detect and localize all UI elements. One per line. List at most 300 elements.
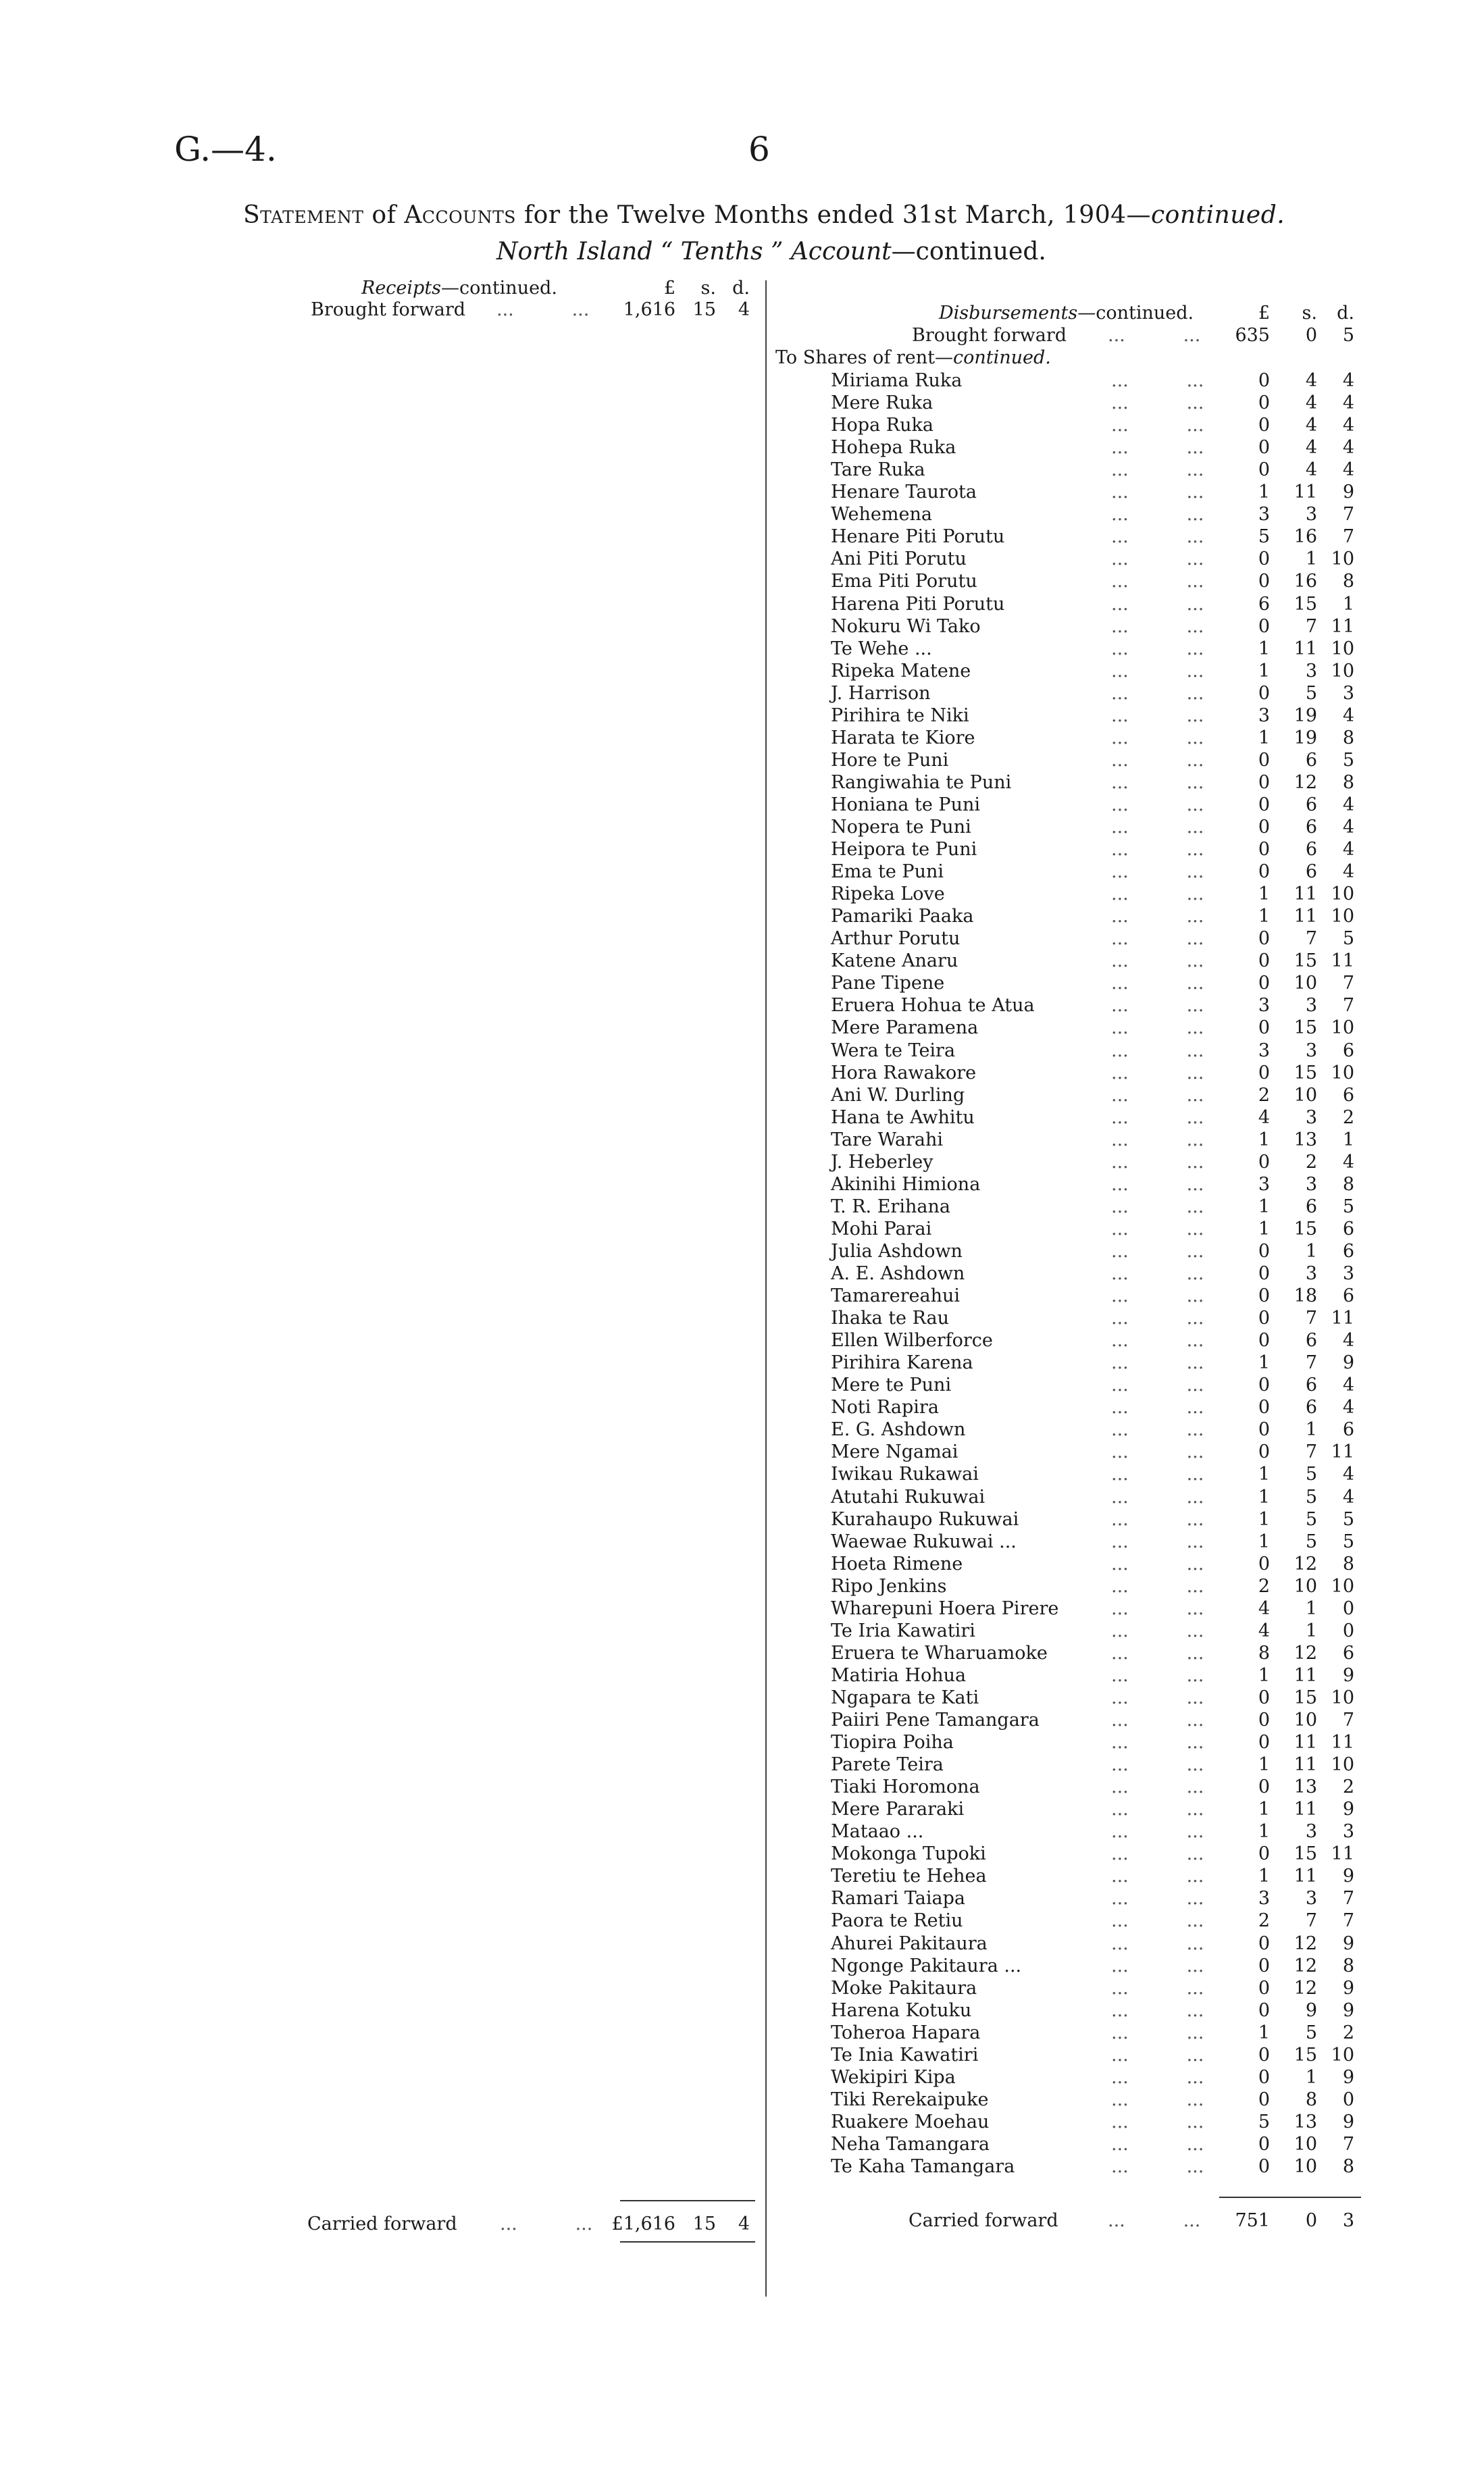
amount-shillings: 8 <box>1305 2089 1317 2110</box>
payee-name: T. R. Erihana <box>831 1196 950 1217</box>
disbursement-row <box>0 1352 1484 1375</box>
payee-name: Paora te Retiu <box>831 1910 963 1931</box>
amount-pounds: 2 <box>1258 1910 1270 1931</box>
payee-name: Hoeta Rimene <box>831 1554 963 1575</box>
amount-shillings: 6 <box>1305 861 1317 882</box>
disbursement-row <box>0 661 1484 683</box>
amount-pence: 9 <box>1342 482 1354 503</box>
amount-pounds: 0 <box>1258 1152 1270 1173</box>
disbursement-row <box>0 1085 1484 1107</box>
amount-pence: 1 <box>1342 594 1354 615</box>
amount-pounds: 0 <box>1258 392 1270 413</box>
disbursement-row <box>0 2045 1484 2067</box>
leader-dots: ... ... <box>1111 2045 1204 2066</box>
disbursement-row <box>0 1910 1484 1933</box>
amount-pounds: 0 <box>1258 1955 1270 1976</box>
amount-pounds: 0 <box>1258 1330 1270 1351</box>
payee-name: Hora Rawakore <box>831 1063 977 1083</box>
disbursement-row <box>0 370 1484 392</box>
receipts-col-shillings: s. <box>700 278 716 299</box>
amount-pounds: 1 <box>1258 727 1270 748</box>
receipts-carried-dots: ... ... <box>500 2214 593 2234</box>
leader-dots: ... ... <box>1111 1352 1204 1373</box>
payee-name: Nokuru Wi Tako <box>831 616 981 637</box>
amount-shillings: 15 <box>1294 594 1317 615</box>
disbursement-row <box>0 1017 1484 1040</box>
leader-dots: ... ... <box>1111 1843 1204 1864</box>
amount-pence: 9 <box>1342 1665 1354 1686</box>
leader-dots: ... ... <box>1111 1910 1204 1931</box>
amount-shillings: 15 <box>1294 950 1317 971</box>
leader-dots: ... ... <box>1111 504 1204 525</box>
leader-dots: ... ... <box>1111 437 1204 458</box>
amount-pence: 7 <box>1342 1910 1354 1931</box>
amount-pence: 4 <box>1342 705 1354 726</box>
leader-dots: ... ... <box>1111 638 1204 659</box>
disbursement-row <box>0 1732 1484 1754</box>
amount-pence: 10 <box>1331 638 1354 659</box>
disbursement-row <box>0 1866 1484 1888</box>
amount-pence: 11 <box>1331 1441 1354 1462</box>
leader-dots: ... ... <box>1111 548 1204 569</box>
payee-name: Ruakere Moehau <box>831 2112 990 2132</box>
amount-shillings: 4 <box>1305 415 1317 436</box>
amount-pence: 10 <box>1331 884 1354 904</box>
amount-pounds: 0 <box>1258 794 1270 815</box>
disbursement-row <box>0 1441 1484 1464</box>
disbursement-row <box>0 1263 1484 1285</box>
amount-shillings: 9 <box>1305 2000 1317 2021</box>
payee-name: Mere Pararaki <box>831 1799 965 1820</box>
amount-pence: 6 <box>1342 1643 1354 1664</box>
leader-dots: ... ... <box>1111 1799 1204 1820</box>
payee-name: Tiki Rerekaipuke <box>831 2089 989 2110</box>
amount-pounds: 0 <box>1258 928 1270 949</box>
receipts-col-pounds: £ <box>663 278 675 299</box>
amount-pence: 7 <box>1342 973 1354 994</box>
amount-pence: 8 <box>1342 1554 1354 1575</box>
disbursement-row <box>0 482 1484 504</box>
amount-pounds: 0 <box>1258 1978 1270 1999</box>
amount-pence: 10 <box>1331 1687 1354 1708</box>
amount-pounds: 0 <box>1258 415 1270 436</box>
amount-pence: 8 <box>1342 772 1354 793</box>
disbursement-row <box>0 794 1484 817</box>
amount-pence: 4 <box>1342 459 1354 480</box>
disbursement-row <box>0 1219 1484 1241</box>
leader-dots: ... ... <box>1111 1576 1204 1597</box>
amount-pence: 10 <box>1331 661 1354 682</box>
payee-name: Hohepa Ruka <box>831 437 956 458</box>
amount-shillings: 11 <box>1294 906 1317 927</box>
payee-name: Te Iria Kawatiri <box>831 1620 975 1641</box>
payee-name: Ripeka Love <box>831 884 945 904</box>
amount-pounds: 0 <box>1258 1843 1270 1864</box>
amount-shillings: 19 <box>1294 705 1317 726</box>
amount-shillings: 5 <box>1305 1509 1317 1530</box>
payee-name: Miriama Ruka <box>831 370 963 391</box>
amount-pounds: 0 <box>1258 1263 1270 1284</box>
amount-pounds: 0 <box>1258 2089 1270 2110</box>
disbursement-row <box>0 772 1484 794</box>
amount-pounds: 0 <box>1258 772 1270 793</box>
leader-dots: ... ... <box>1111 884 1204 904</box>
disbursement-row <box>0 1397 1484 1419</box>
payee-name: Ellen Wilberforce <box>831 1330 993 1351</box>
payee-name: Harata te Kiore <box>831 727 975 748</box>
amount-shillings: 12 <box>1294 1955 1317 1976</box>
disbursement-row <box>0 928 1484 950</box>
payee-name: Henare Taurota <box>831 482 977 503</box>
payee-name: Ema Piti Porutu <box>831 571 977 592</box>
amount-shillings: 7 <box>1305 928 1317 949</box>
amount-pounds: 0 <box>1258 1710 1270 1731</box>
payee-name: Hore te Puni <box>831 750 949 771</box>
payee-name: Ripeka Matene <box>831 661 971 682</box>
leader-dots: ... ... <box>1111 1933 1204 1954</box>
leader-dots: ... ... <box>1111 2000 1204 2021</box>
amount-pence: 5 <box>1342 928 1354 949</box>
amount-shillings: 15 <box>1294 1687 1317 1708</box>
amount-shillings: 3 <box>1305 1174 1317 1195</box>
disbursement-row <box>0 2067 1484 2089</box>
disbursement-row <box>0 1063 1484 1085</box>
leader-dots: ... ... <box>1111 459 1204 480</box>
disbursements-brought-pounds: 635 <box>1235 325 1270 346</box>
amount-pence: 11 <box>1331 1732 1354 1753</box>
payee-name: Ripo Jenkins <box>831 1576 947 1597</box>
amount-shillings: 6 <box>1305 794 1317 815</box>
receipts-brought-forward-label: Brought forward <box>311 299 466 320</box>
disbursement-row <box>0 1330 1484 1352</box>
amount-pence: 6 <box>1342 1219 1354 1239</box>
amount-pounds: 0 <box>1258 1063 1270 1083</box>
payee-name: Nopera te Puni <box>831 817 971 838</box>
amount-pence: 10 <box>1331 548 1354 569</box>
amount-pounds: 2 <box>1258 1576 1270 1597</box>
leader-dots: ... ... <box>1111 661 1204 682</box>
amount-pence: 10 <box>1331 1017 1354 1038</box>
amount-shillings: 7 <box>1305 1352 1317 1373</box>
amount-pence: 7 <box>1342 526 1354 547</box>
payee-name: Teretiu te Hehea <box>831 1866 987 1887</box>
shares-of-rent-heading: To Shares of rent—continued. <box>775 347 1051 368</box>
amount-pounds: 1 <box>1258 1129 1270 1150</box>
amount-shillings: 1 <box>1305 2067 1317 2088</box>
amount-pounds: 0 <box>1258 1776 1270 1797</box>
payee-name: Harena Piti Porutu <box>831 594 1005 615</box>
receipts-carried-forward-label: Carried forward <box>307 2214 457 2234</box>
disbursement-row <box>0 437 1484 459</box>
leader-dots: ... ... <box>1111 1017 1204 1038</box>
amount-pounds: 0 <box>1258 950 1270 971</box>
disbursement-row <box>0 727 1484 750</box>
disbursement-row <box>0 594 1484 616</box>
amount-pounds: 0 <box>1258 1017 1270 1038</box>
leader-dots: ... ... <box>1111 995 1204 1016</box>
payee-name: Hana te Awhitu <box>831 1107 975 1128</box>
disbursement-row <box>0 1129 1484 1152</box>
amount-shillings: 6 <box>1305 1330 1317 1351</box>
amount-pounds: 1 <box>1258 1531 1270 1552</box>
amount-pence: 9 <box>1342 2067 1354 2088</box>
amount-shillings: 11 <box>1294 884 1317 904</box>
amount-pounds: 1 <box>1258 906 1270 927</box>
payee-name: Ema te Puni <box>831 861 944 882</box>
payee-name: Tare Ruka <box>831 459 925 480</box>
payee-name: Ngapara te Kati <box>831 1687 979 1708</box>
leader-dots: ... ... <box>1111 1397 1204 1418</box>
amount-shillings: 3 <box>1305 1107 1317 1128</box>
amount-pence: 6 <box>1342 1241 1354 1262</box>
amount-shillings: 16 <box>1294 526 1317 547</box>
disbursements-total-rule <box>1219 2197 1361 2198</box>
amount-pounds: 1 <box>1258 1754 1270 1775</box>
disbursements-brought-dots: ... ... <box>1108 325 1201 346</box>
disbursement-row <box>0 1643 1484 1665</box>
amount-pounds: 3 <box>1258 995 1270 1016</box>
leader-dots: ... ... <box>1111 1531 1204 1552</box>
disbursement-row <box>0 1710 1484 1732</box>
amount-shillings: 6 <box>1305 1397 1317 1418</box>
amount-pounds: 1 <box>1258 1821 1270 1842</box>
amount-pence: 9 <box>1342 1352 1354 1373</box>
amount-shillings: 5 <box>1305 683 1317 704</box>
disbursement-row <box>0 2112 1484 2134</box>
disbursement-row <box>0 1754 1484 1776</box>
amount-shillings: 1 <box>1305 1598 1317 1619</box>
amount-pence: 8 <box>1342 2156 1354 2177</box>
disbursement-row <box>0 750 1484 772</box>
disbursements-carried-forward-label: Carried forward <box>909 2210 1058 2231</box>
leader-dots: ... ... <box>1111 1330 1204 1351</box>
disbursements-brought-shillings: 0 <box>1305 325 1317 346</box>
amount-pounds: 1 <box>1258 1487 1270 1508</box>
amount-pence: 5 <box>1342 750 1354 771</box>
amount-pounds: 1 <box>1258 884 1270 904</box>
amount-pence: 11 <box>1331 616 1354 637</box>
disbursement-row <box>0 1620 1484 1643</box>
leader-dots: ... ... <box>1111 2067 1204 2088</box>
payee-name: Mere te Puni <box>831 1375 952 1396</box>
disbursement-row <box>0 1821 1484 1843</box>
amount-pounds: 0 <box>1258 1732 1270 1753</box>
payee-name: Mohi Parai <box>831 1219 932 1239</box>
payee-name: Matiria Hohua <box>831 1665 967 1686</box>
subtitle-island: North Island <box>496 238 653 265</box>
disbursements-carried-pence: 3 <box>1342 2210 1354 2231</box>
amount-shillings: 11 <box>1294 1754 1317 1775</box>
receipts-col-pence: d. <box>732 278 750 299</box>
leader-dots: ... ... <box>1111 1710 1204 1731</box>
leader-dots: ... ... <box>1111 1487 1204 1508</box>
disbursements-brought-forward-label: Brought forward <box>912 325 1067 346</box>
disbursement-row <box>0 2000 1484 2022</box>
amount-pence: 11 <box>1331 950 1354 971</box>
disbursement-row <box>0 548 1484 571</box>
disbursement-row <box>0 459 1484 482</box>
amount-shillings: 5 <box>1305 1531 1317 1552</box>
disbursement-row <box>0 392 1484 415</box>
amount-pence: 2 <box>1342 1107 1354 1128</box>
amount-shillings: 6 <box>1305 817 1317 838</box>
payee-name: Kurahaupo Rukuwai <box>831 1509 1019 1530</box>
amount-pounds: 0 <box>1258 2045 1270 2066</box>
amount-pence: 4 <box>1342 1397 1354 1418</box>
amount-pence: 0 <box>1342 1620 1354 1641</box>
amount-pence: 10 <box>1331 1063 1354 1083</box>
disbursement-row <box>0 1040 1484 1063</box>
leader-dots: ... ... <box>1111 1643 1204 1664</box>
payee-name: Eruera te Wharuamoke <box>831 1643 1048 1664</box>
disbursement-row <box>0 1598 1484 1620</box>
amount-pence: 7 <box>1342 504 1354 525</box>
amount-shillings: 12 <box>1294 1643 1317 1664</box>
amount-pounds: 1 <box>1258 661 1270 682</box>
amount-shillings: 10 <box>1294 1576 1317 1597</box>
leader-dots: ... ... <box>1111 1554 1204 1575</box>
disbursement-row <box>0 1487 1484 1509</box>
leader-dots: ... ... <box>1111 705 1204 726</box>
amount-pence: 6 <box>1342 1285 1354 1306</box>
receipts-heading: Receipts—continued. <box>361 278 557 299</box>
amount-shillings: 10 <box>1294 2134 1317 2155</box>
leader-dots: ... ... <box>1111 1040 1204 1061</box>
amount-pence: 10 <box>1331 2045 1354 2066</box>
disbursement-row <box>0 1665 1484 1687</box>
amount-pence: 4 <box>1342 1464 1354 1485</box>
payee-name: Atutahi Rukuwai <box>831 1487 986 1508</box>
disbursement-row <box>0 1776 1484 1799</box>
leader-dots: ... ... <box>1111 950 1204 971</box>
payee-name: Iwikau Rukawai <box>831 1464 979 1485</box>
disbursement-row <box>0 1799 1484 1821</box>
amount-pence: 1 <box>1342 1129 1354 1150</box>
amount-pence: 4 <box>1342 1152 1354 1173</box>
leader-dots: ... ... <box>1111 1375 1204 1396</box>
amount-pounds: 0 <box>1258 1441 1270 1462</box>
amount-pounds: 0 <box>1258 571 1270 592</box>
amount-shillings: 2 <box>1305 1152 1317 1173</box>
payee-name: Katene Anaru <box>831 950 958 971</box>
amount-pounds: 0 <box>1258 1419 1270 1440</box>
disbursement-row <box>0 1419 1484 1441</box>
receipts-brought-pounds: 1,616 <box>623 299 675 320</box>
payee-name: Arthur Porutu <box>831 928 961 949</box>
payee-name: Rangiwahia te Puni <box>831 772 1012 793</box>
amount-pence: 4 <box>1342 370 1354 391</box>
amount-pence: 6 <box>1342 1419 1354 1440</box>
amount-pence: 8 <box>1342 571 1354 592</box>
leader-dots: ... ... <box>1111 817 1204 838</box>
amount-pounds: 0 <box>1258 1933 1270 1954</box>
disbursements-col-pence: d. <box>1337 303 1354 324</box>
amount-pence: 9 <box>1342 1933 1354 1954</box>
leader-dots: ... ... <box>1111 2089 1204 2110</box>
leader-dots: ... ... <box>1111 1665 1204 1686</box>
leader-dots: ... ... <box>1111 1196 1204 1217</box>
amount-pounds: 0 <box>1258 2000 1270 2021</box>
amount-shillings: 3 <box>1305 661 1317 682</box>
receipts-brought-dots: ... ... <box>496 299 590 320</box>
payee-name: Ngonge Pakitaura ... <box>831 1955 1022 1976</box>
leader-dots: ... ... <box>1111 1129 1204 1150</box>
amount-pounds: 4 <box>1258 1598 1270 1619</box>
disbursement-row <box>0 1576 1484 1598</box>
amount-pence: 5 <box>1342 1509 1354 1530</box>
payee-name: Ani Piti Porutu <box>831 548 967 569</box>
receipts-carried-pounds: £1,616 <box>611 2214 675 2234</box>
leader-dots: ... ... <box>1111 370 1204 391</box>
amount-shillings: 10 <box>1294 973 1317 994</box>
amount-pounds: 3 <box>1258 1040 1270 1061</box>
amount-shillings: 4 <box>1305 370 1317 391</box>
payee-name: Tamarereahui <box>831 1285 960 1306</box>
amount-pence: 11 <box>1331 1308 1354 1329</box>
document-code: G.—4. <box>174 130 277 169</box>
payee-name: Honiana te Puni <box>831 794 980 815</box>
amount-shillings: 6 <box>1305 1375 1317 1396</box>
amount-pounds: 1 <box>1258 1464 1270 1485</box>
amount-shillings: 15 <box>1294 1063 1317 1083</box>
subtitle-continued: —continued. <box>891 238 1046 265</box>
disbursement-row <box>0 2156 1484 2178</box>
leader-dots: ... ... <box>1111 1888 1204 1909</box>
amount-shillings: 6 <box>1305 839 1317 860</box>
disbursement-row <box>0 683 1484 705</box>
payee-name: Hopa Ruka <box>831 415 933 436</box>
leader-dots: ... ... <box>1111 2156 1204 2177</box>
amount-shillings: 13 <box>1294 1129 1317 1150</box>
amount-shillings: 5 <box>1305 1487 1317 1508</box>
disbursement-row <box>0 1375 1484 1397</box>
amount-pence: 7 <box>1342 2134 1354 2155</box>
payee-name: Pirihira te Niki <box>831 705 969 726</box>
leader-dots: ... ... <box>1111 571 1204 592</box>
disbursement-row <box>0 1978 1484 2000</box>
page-number: 6 <box>748 130 770 169</box>
payee-name: Noti Rapira <box>831 1397 939 1418</box>
amount-pence: 5 <box>1342 1196 1354 1217</box>
leader-dots: ... ... <box>1111 2134 1204 2155</box>
payee-name: Akinihi Himiona <box>831 1174 981 1195</box>
amount-shillings: 1 <box>1305 1419 1317 1440</box>
amount-shillings: 7 <box>1305 1308 1317 1329</box>
amount-shillings: 11 <box>1294 1732 1317 1753</box>
disbursement-row <box>0 861 1484 884</box>
amount-pounds: 1 <box>1258 1509 1270 1530</box>
amount-pence: 9 <box>1342 1866 1354 1887</box>
leader-dots: ... ... <box>1111 1219 1204 1239</box>
amount-pence: 9 <box>1342 1978 1354 1999</box>
title-statement: Statement <box>243 201 364 229</box>
amount-pounds: 0 <box>1258 750 1270 771</box>
payee-name: Pane Tipene <box>831 973 945 994</box>
payee-name: Te Wehe ... <box>831 638 932 659</box>
disbursements-carried-shillings: 0 <box>1305 2210 1317 2231</box>
amount-shillings: 10 <box>1294 2156 1317 2177</box>
disbursement-row <box>0 906 1484 928</box>
disbursement-row <box>0 817 1484 839</box>
disbursement-row <box>0 1554 1484 1576</box>
amount-pence: 4 <box>1342 1487 1354 1508</box>
amount-shillings: 12 <box>1294 1554 1317 1575</box>
disbursement-row <box>0 1955 1484 1978</box>
amount-shillings: 11 <box>1294 1799 1317 1820</box>
amount-shillings: 13 <box>1294 1776 1317 1797</box>
leader-dots: ... ... <box>1111 2112 1204 2132</box>
payee-name: Wera te Teira <box>831 1040 956 1061</box>
